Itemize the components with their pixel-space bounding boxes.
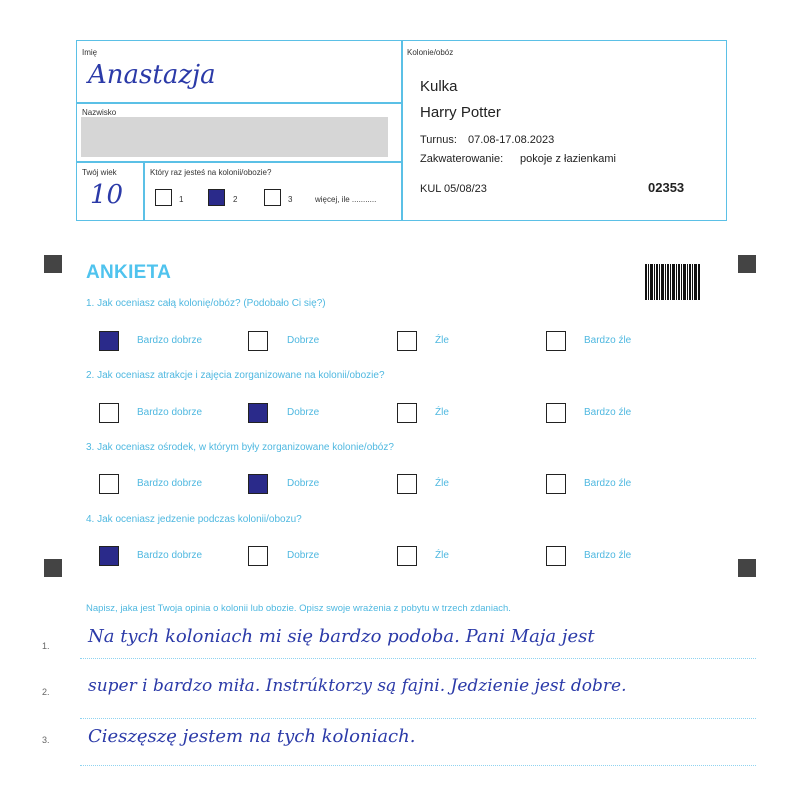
q4-checkbox-bardzo-dobrze[interactable] <box>99 546 119 566</box>
q4-option-bardzo-zle: Bardzo źle <box>584 550 632 561</box>
q4-checkbox-zle[interactable] <box>397 546 417 566</box>
surname-label: Nazwisko <box>82 108 117 117</box>
times-option-1: 1 <box>179 195 184 204</box>
registration-marker <box>738 559 756 577</box>
times-label: Który raz jesteś na kolonii/obozie? <box>150 168 272 177</box>
barcode-icon <box>645 264 701 300</box>
q3-checkbox-zle[interactable] <box>397 474 417 494</box>
q3-checkbox-dobrze[interactable] <box>248 474 268 494</box>
q2-checkbox-bardzo-dobrze[interactable] <box>99 403 119 423</box>
q2-option-zle: Źle <box>435 407 449 418</box>
name-label: Imię <box>82 48 98 57</box>
q3-checkbox-bardzo-dobrze[interactable] <box>99 474 119 494</box>
question-2: 2. Jak oceniasz atrakcje i zajęcia zorganizowane na kolonii/obozie? <box>86 370 385 381</box>
q1-option-bardzo-zle: Bardzo źle <box>584 335 632 346</box>
header-age-divider <box>143 161 145 221</box>
name-value: Anastazja <box>88 60 216 90</box>
times-option-3: 3 <box>288 195 293 204</box>
header-row-divider-1 <box>76 102 402 104</box>
opinion-line-rule <box>80 765 756 766</box>
surname-redacted <box>81 117 388 157</box>
q2-option-dobrze: Dobrze <box>287 407 320 418</box>
age-value: 10 <box>90 180 124 210</box>
q2-option-bardzo-dobrze: Bardzo dobrze <box>137 407 203 418</box>
q2-checkbox-zle[interactable] <box>397 403 417 423</box>
q1-checkbox-zle[interactable] <box>397 331 417 351</box>
camp-number: 02353 <box>648 180 685 195</box>
q1-option-dobrze: Dobrze <box>287 335 320 346</box>
registration-marker <box>44 559 62 577</box>
q2-checkbox-dobrze[interactable] <box>248 403 268 423</box>
opinion-line-text[interactable]: Na tych koloniach mi się bardzo podoba. Pani Maja jest <box>88 626 595 647</box>
opinion-line-number: 3. <box>42 735 50 745</box>
age-label: Twój wiek <box>82 168 117 177</box>
lodging-value: pokoje z łazienkami <box>520 153 616 165</box>
opinion-line-rule <box>80 658 756 659</box>
times-more: więcej, ile ........... <box>315 195 377 204</box>
camp-label: Kolonie/obóz <box>407 48 454 57</box>
registration-marker <box>44 255 62 273</box>
header-row-divider-2 <box>76 161 402 163</box>
q1-option-bardzo-dobrze: Bardzo dobrze <box>137 335 203 346</box>
turnus-value: 07.08-17.08.2023 <box>468 134 555 146</box>
question-3: 3. Jak oceniasz ośrodek, w którym były zorganizowane kolonie/obóz? <box>86 442 394 453</box>
turnus-label: Turnus: <box>420 134 457 146</box>
q1-checkbox-dobrze[interactable] <box>248 331 268 351</box>
q3-option-zle: Źle <box>435 478 449 489</box>
q4-checkbox-dobrze[interactable] <box>248 546 268 566</box>
q2-option-bardzo-zle: Bardzo źle <box>584 407 632 418</box>
opinion-line-rule <box>80 718 756 719</box>
q4-checkbox-bardzo-zle[interactable] <box>546 546 566 566</box>
opinion-line-text[interactable]: super i bardzo miła. Instrúktorzy są fajni. Jedzienie jest dobre. <box>88 676 627 696</box>
opinion-line-number: 2. <box>42 687 50 697</box>
q3-option-bardzo-zle: Bardzo źle <box>584 478 632 489</box>
q2-checkbox-bardzo-zle[interactable] <box>546 403 566 423</box>
survey-title: ANKIETA <box>86 262 172 283</box>
q4-option-zle: Źle <box>435 550 449 561</box>
times-checkbox-3[interactable] <box>264 189 281 206</box>
times-checkbox-2[interactable] <box>208 189 225 206</box>
times-option-2: 2 <box>233 195 238 204</box>
lodging-label: Zakwaterowanie: <box>420 153 504 165</box>
q3-option-dobrze: Dobrze <box>287 478 320 489</box>
q4-option-dobrze: Dobrze <box>287 550 320 561</box>
times-checkbox-1[interactable] <box>155 189 172 206</box>
q1-checkbox-bardzo-zle[interactable] <box>546 331 566 351</box>
registration-marker <box>738 255 756 273</box>
opinion-line-text[interactable]: Cieszęszę jestem na tych koloniach. <box>88 726 416 747</box>
opinion-line-number: 1. <box>42 641 50 651</box>
q1-option-zle: Źle <box>435 335 449 346</box>
question-4: 4. Jak oceniasz jedzenie podczas kolonii/obozu? <box>86 514 302 525</box>
q1-checkbox-bardzo-dobrze[interactable] <box>99 331 119 351</box>
opinion-prompt: Napisz, jaka jest Twoja opinia o kolonii lub obozie. Opisz swoje wrażenia z pobytu w trzech zdaniach. <box>86 603 511 614</box>
camp-theme: Harry Potter <box>420 104 501 121</box>
header-divider <box>401 40 403 221</box>
camp-code: KUL 05/08/23 <box>420 183 487 195</box>
question-1: 1. Jak oceniasz całą kolonię/obóz? (Podobało Ci się?) <box>86 298 326 309</box>
q3-option-bardzo-dobrze: Bardzo dobrze <box>137 478 203 489</box>
q4-option-bardzo-dobrze: Bardzo dobrze <box>137 550 203 561</box>
camp-name: Kulka <box>420 78 458 95</box>
q3-checkbox-bardzo-zle[interactable] <box>546 474 566 494</box>
